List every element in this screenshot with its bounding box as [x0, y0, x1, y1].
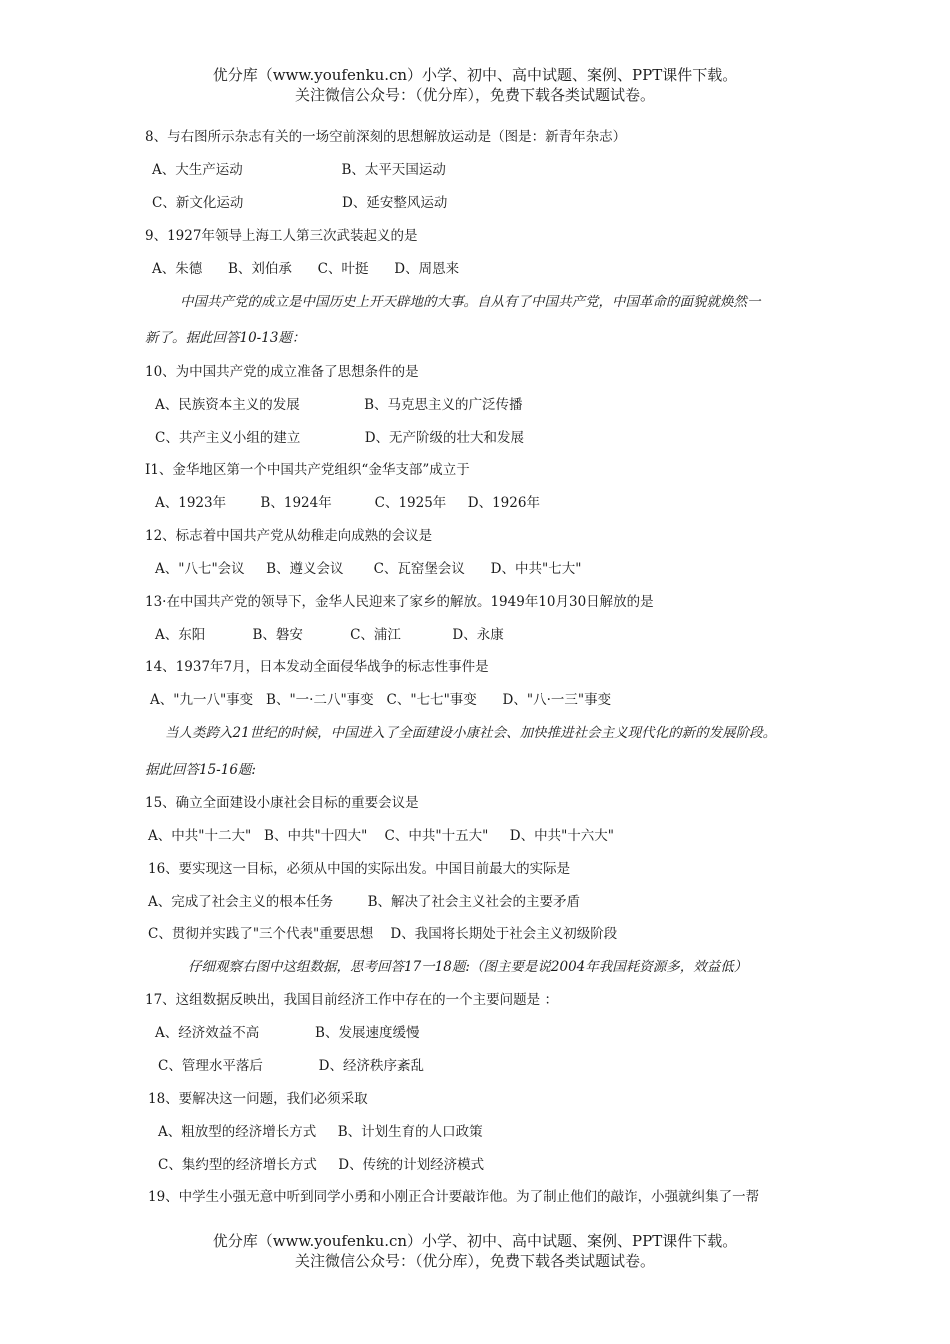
q14-options: A、"九一八"事变 B、"一·二八"事变 C、"七七"事变 D、"八·一三"事变 [150, 692, 612, 708]
q17-options-cd: C、管理水平落后 D、经济秩序紊乱 [158, 1058, 424, 1074]
q9-options: A、朱德 B、刘伯承 C、叶挺 D、周恩来 [152, 261, 460, 277]
q13-options: A、东阳 B、磐安 C、浦江 D、永康 [155, 627, 504, 643]
footer-line-1: 优分库（www.youfenku.cn）小学、初中、高中试题、案例、PPT课件下载。 [212, 1232, 738, 1250]
question-9: 9、1927年领导上海工人第三次武装起义的是 [145, 228, 418, 244]
q16-options-cd: C、贯彻并实践了"三个代表"重要思想 D、我国将长期处于社会主义初级阶段 [148, 926, 618, 942]
q10-options-ab: A、民族资本主义的发展 B、马克思主义的广泛传播 [155, 397, 523, 413]
question-12: 12、标志着中国共产党从幼稚走向成熟的会议是 [145, 528, 433, 544]
question-8: 8、与右图所示杂志有关的一场空前深刻的思想解放运动是（图是：新青年杂志） [145, 129, 627, 145]
q8-options-cd: C、新文化运动 D、延安整风运动 [152, 195, 448, 211]
question-11: I1、金华地区第一个中国共产党组织“金华支部”成立于 [145, 462, 470, 478]
passage-10-13-line-2: 新了。据此回答10-13题： [145, 330, 306, 346]
q16-options-ab: A、完成了社会主义的根本任务 B、解决了社会主义社会的主要矛盾 [148, 894, 580, 910]
q17-options-ab: A、经济效益不高 B、发展速度缓慢 [155, 1025, 420, 1041]
q8-options-ab: A、大生产运动 B、太平天国运动 [152, 162, 446, 178]
footer-line-2: 关注微信公众号：（优分库），免费下载各类试题试卷。 [294, 1252, 655, 1270]
question-17: 17、这组数据反映出，我国目前经济工作中存在的一个主要问题是 ： [145, 992, 558, 1008]
passage-15-16-line-2: 据此回答15-16题: [145, 762, 256, 778]
q18-options-cd: C、集约型的经济增长方式 D、传统的计划经济模式 [158, 1157, 485, 1173]
header-line-1: 优分库（www.youfenku.cn）小学、初中、高中试题、案例、PPT课件下载。 [212, 66, 738, 84]
q11-options: A、1923年 B、1924年 C、1925年 D、1926年 [155, 495, 540, 511]
question-10: 10、为中国共产党的成立准备了思想条件的是 [145, 364, 419, 380]
question-19: 19、中学生小强无意中听到同学小勇和小刚正合计要敲诈他。为了制止他们的敲诈，小强就纠集了一帮 [148, 1189, 760, 1205]
passage-10-13-line-1: 中国共产党的成立是中国历史上开天辟地的大事。自从有了中国共产党，中国革命的面貌就焕然一 [180, 294, 761, 310]
question-15: 15、确立全面建设小康社会目标的重要会议是 [145, 795, 419, 811]
passage-15-16-line-1: 当人类跨入21世纪的时候，中国进入了全面建设小康社会、加快推进社会主义现代化的新的发展阶段。 [165, 725, 777, 741]
q10-options-cd: C、共产主义小组的建立 D、无产阶级的壮大和发展 [155, 430, 525, 446]
q18-options-ab: A、粗放型的经济增长方式 B、计划生育的人口政策 [158, 1124, 483, 1140]
question-18: 18、要解决这一问题，我们必须采取 [148, 1091, 368, 1107]
q12-options: A、"八七"会议 B、遵义会议 C、瓦窑堡会议 D、中共"七大" [155, 561, 582, 577]
question-16: 16、要实现这一目标，必须从中国的实际出发。中国目前最大的实际是 [148, 861, 571, 877]
q15-options: A、中共"十二大" B、中共"十四大" C、中共"十五大" D、中共"十六大" [148, 828, 614, 844]
question-13: 13·在中国共产党的领导下，金华人民迎来了家乡的解放。1949年10月30日解放的是 [145, 594, 654, 610]
question-14: 14、1937年7月，日本发动全面侵华战争的标志性事件是 [145, 659, 489, 675]
header-line-2: 关注微信公众号：（优分库），免费下载各类试题试卷。 [294, 86, 655, 104]
passage-17-18: 仔细观察右图中这组数据，思考回答17一18题:（图主要是说2004年我国耗资源多，效益低） [188, 959, 748, 975]
